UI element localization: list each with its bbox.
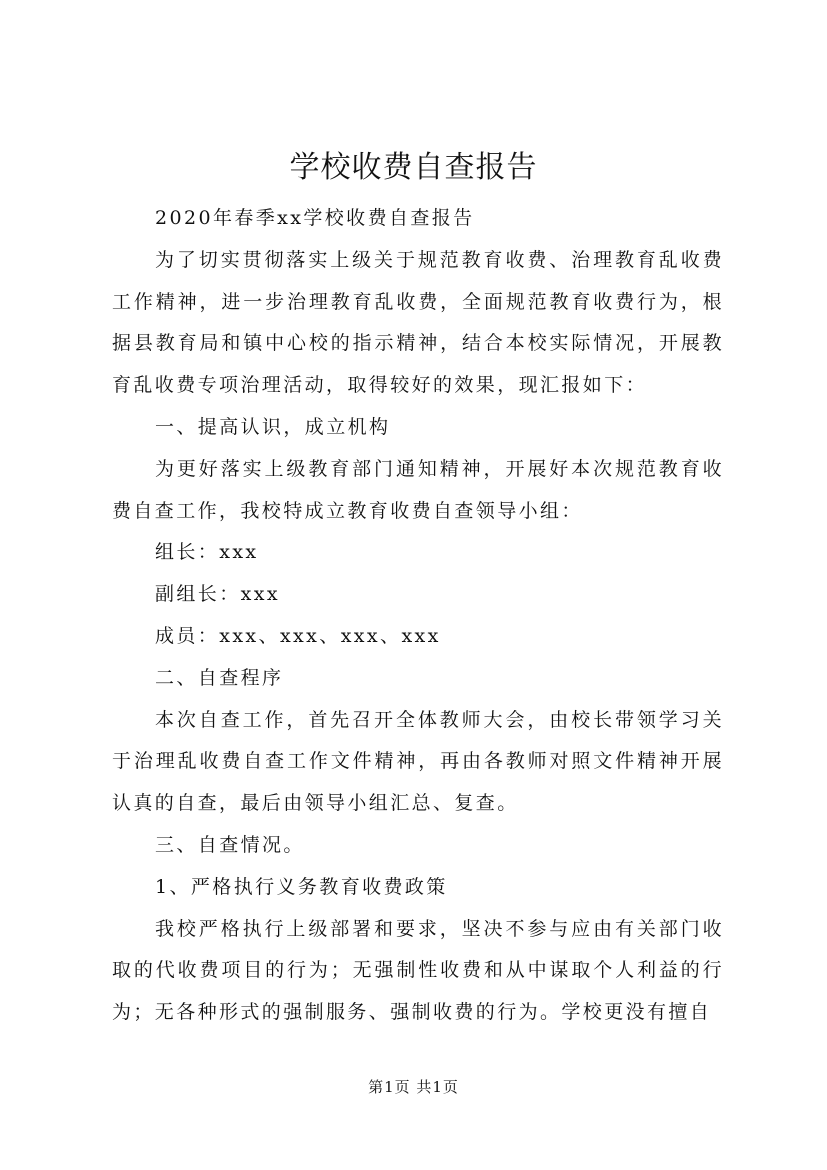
subheading-3-1: 1、严格执行义务教育收费政策: [155, 875, 448, 898]
paragraph-intro: 为了切实贯彻落实上级关于规范教育收费、治理教育乱收费工作精神，进一步治理教育乱收费，全面规范教育收费行为，根据县教育局和镇中心校的指示精神，结合本校实际情况，开展教育乱收费专项治理活动，取得较好的效果，现汇报如下：: [112, 248, 724, 397]
section-heading-2: 二、自查程序: [155, 666, 284, 689]
page-footer: 第1页 共1页: [368, 1078, 459, 1096]
paragraph-group-leader: 组长：xxx: [155, 541, 259, 564]
paragraph-deputy-leader: 副组长：xxx: [155, 583, 280, 606]
paragraph-members: 成员：xxx、xxx、xxx、xxx: [155, 624, 441, 647]
paragraph-subtitle: 2020年春季xx学校收费自查报告: [155, 207, 475, 229]
paragraph-section-2: 本次自查工作，首先召开全体教师大会，由校长带领学习关于治理乱收费自查工作文件精神，再由各教师对照文件精神开展认真的自查，最后由领导小组汇总、复查。: [112, 708, 724, 815]
document-title: 学校收费自查报告: [289, 150, 538, 185]
paragraph-section-3-1: 我校严格执行上级部署和要求，坚决不参与应由有关部门收取的代收费项目的行为；无强制性收费和从中谋取个人利益的行为；无各种形式的强制服务、强制收费的行为。学校更没有擅自: [112, 917, 724, 1024]
section-heading-1: 一、提高认识，成立机构: [155, 415, 391, 438]
document-body: [112, 198, 724, 1034]
section-heading-3: 三、自查情况。: [155, 833, 305, 856]
paragraph-section-1: 为更好落实上级教育部门通知精神，开展好本次规范教育收费自查工作，我校特成立教育收费自查领导小组：: [112, 457, 724, 522]
